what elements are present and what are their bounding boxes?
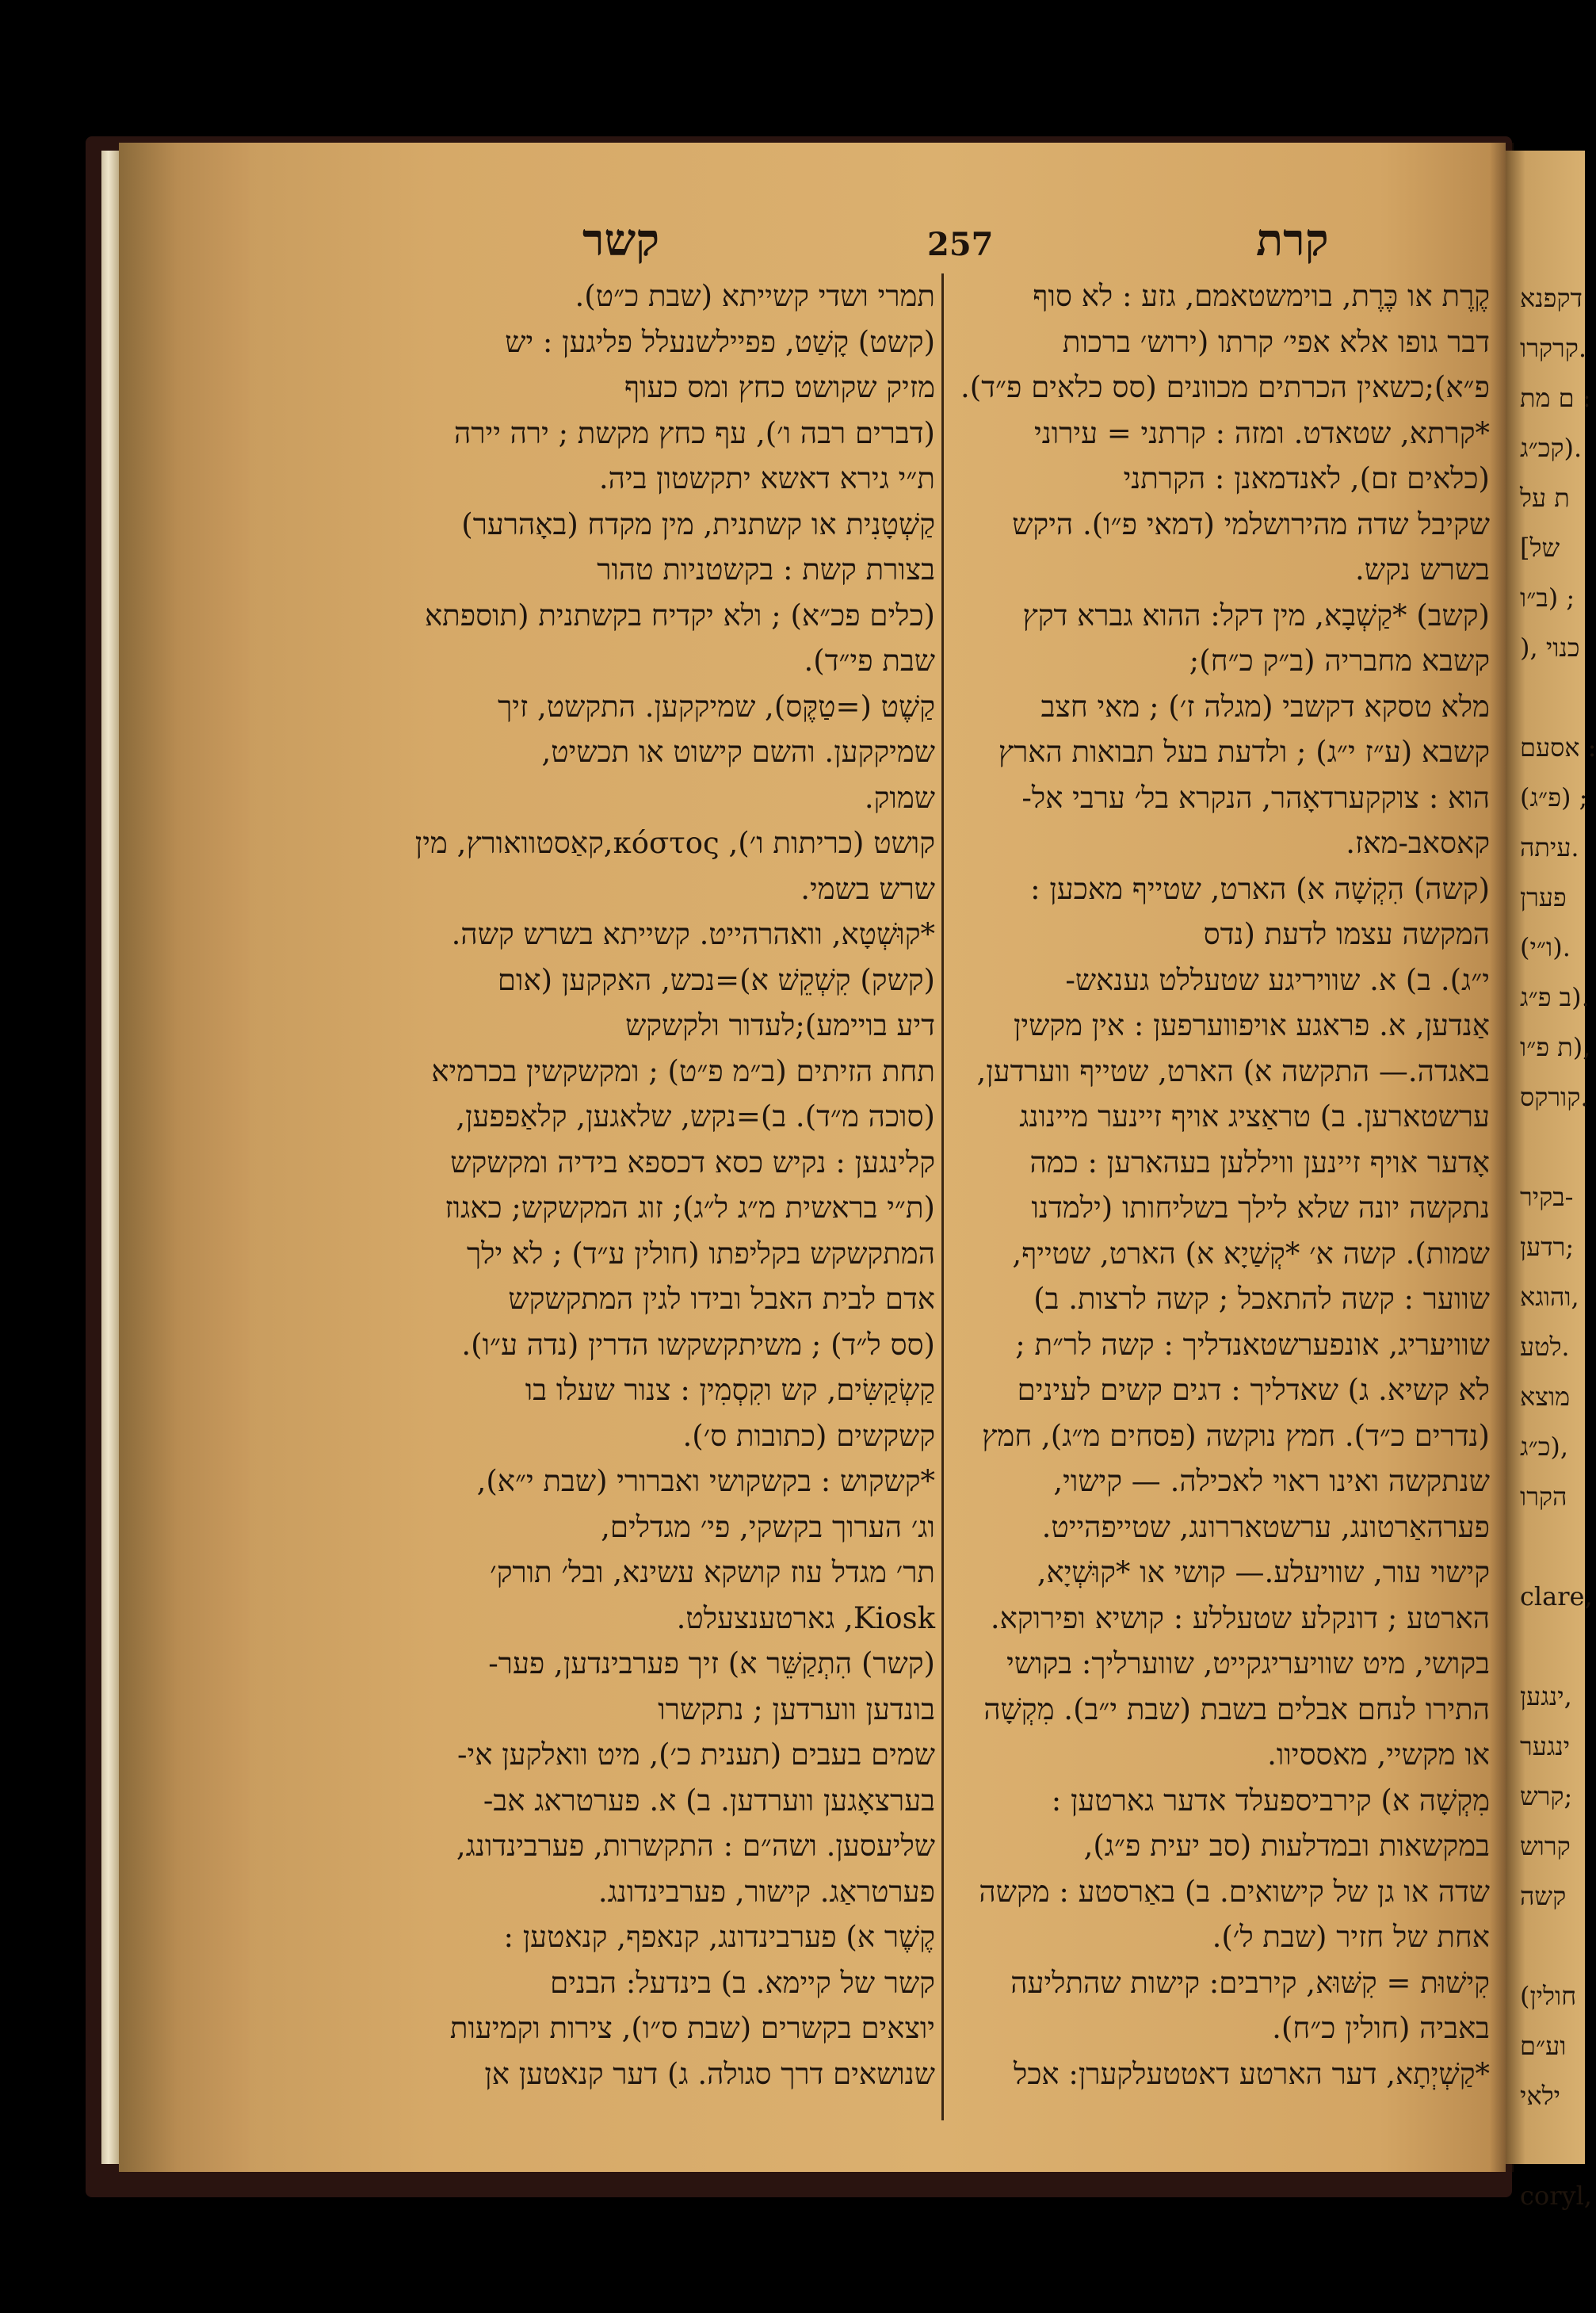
facing-text-fragment: כ״ג), [1520, 1432, 1569, 1462]
text-line: שווער : קשה להתאכל ; קשה לרצות. ב) [1033, 1282, 1490, 1316]
text-line: קלינגען : נקיש כסא דכספא בידיה ומקשקש [450, 1145, 935, 1179]
facing-text-fragment: מוצא [1520, 1382, 1571, 1412]
page-gutter [119, 143, 250, 2172]
text-line: שליעסען. ושה״ם : התקשרות, פערבינדונג, [456, 1829, 935, 1863]
facing-text-fragment: ילאי [1520, 2081, 1560, 2111]
text-line: קאסאב-מאז. [1346, 826, 1490, 860]
text-line: באגדה.— התקשה א) הארט, שטייף ווערדען, [976, 1053, 1490, 1088]
text-line: אַנדען, א. פראגע אויפווערפען : אין מקשין [1013, 1008, 1490, 1042]
facing-text-fragment: קורקס. [1520, 1082, 1589, 1112]
facing-text-fragment: ), כנוי [1520, 633, 1580, 663]
facing-text-fragment: ינגער [1520, 1731, 1571, 1761]
text-line: (קשק) קִשְׁקֵשׁ א)=נכש, האקקען (אום [497, 962, 935, 997]
text-line: *קרתא, שטאדט. ומזה : קרתני = עירוני [1034, 415, 1490, 450]
text-line: תחת הזיתים (ב״מ פ״ט) ; ומקשקשין בכרמיא [431, 1053, 935, 1088]
text-line: בערצאָגען ווערדען. ב) א. פערטראג אב- [483, 1783, 935, 1818]
facing-text-fragment: קשה [1520, 1881, 1567, 1911]
text-line: פ״א);כשאין הכרתים מכוונים (סס כלאים פ״ד). [960, 370, 1490, 404]
text-line: קִישׁוּת = קִשּׁוּא, קירבים: קישות שהתליעה [1010, 1965, 1490, 2000]
text-line: (דברים רבה ו׳), עף כחץ מקשת ; ירה יירה [454, 415, 935, 450]
facing-text-fragment: עיתה. [1520, 832, 1579, 862]
facing-text-fragment: וע״ם [1520, 2031, 1567, 2061]
text-line: התירו לנחם אבלים בשבת (שבת י״ב). מִקְשָׁה [983, 1692, 1490, 1726]
text-line: קַשְׂקַשִּׂים, קש וקִסְמִין : צנור שעלו בו [525, 1373, 935, 1407]
text-line: קַשְׁטָנִית או קשתנית, מין מקדח (באָהרער) [461, 507, 935, 541]
facing-text-fragment: (חולין [1520, 1981, 1577, 2011]
text-line: שנתקשה ואינו ראוי לאכילה. — קישוי, [1053, 1464, 1490, 1498]
text-line: המקשה עצמו לדעת (נדס [1203, 917, 1490, 951]
text-line: דבר גופו אלא אפי׳ קרתו (ירוש׳ ברכות [1062, 324, 1490, 359]
text-line: (קשה) הִקְשָׁה א) הארט, שטייף מאכען : [1030, 871, 1490, 906]
facing-text-fragment [1520, 673, 1585, 723]
right-column [951, 273, 1490, 2160]
facing-text-fragment: coryl, [1520, 2181, 1592, 2211]
facing-text-fragment: ם מת : [1520, 383, 1591, 413]
text-line: (ת״י בראשית מ״ג ל״ג); זוג המקשקש; כאגוז [445, 1191, 935, 1225]
facing-text-fragment [1520, 1921, 1585, 1971]
text-line: (כלים פכ״א) ; ולא יקדיח בקשתנית (תוספתא [424, 598, 935, 633]
text-line: (נדרים כ״ד). חמץ נוקשה (פסחים מ״ג), חמץ [982, 1418, 1490, 1453]
text-line: קֶשֶׁר א) פערבינדונג, קנאפף, קנאטען : [503, 1920, 935, 1954]
text-line: הוא : צוקקערדאָהר, הנקרא בל׳ ערבי אל- [1021, 780, 1490, 815]
facing-text-fragment: ת פ״ו), [1520, 1032, 1591, 1062]
left-column [400, 273, 935, 2160]
text-line: שנושאים דרך סגולה. ג) דער קנאטען אן [484, 2056, 935, 2091]
text-line: שמים בעבים (תענית כ׳), מיט וואלקען אי- [457, 1738, 935, 1772]
facing-text-fragment: והוגא, [1520, 1282, 1579, 1312]
text-line: נתקשה יונה שלא לילך בשליחותו (ילמדנו [1031, 1191, 1490, 1225]
text-line: מִקְשָׁה א) קירביספעלד אדער גארטען : [1051, 1783, 1490, 1818]
page-number: 257 [927, 226, 994, 263]
text-line: שקיבל שדה מהירושלמי (דמאי פ״ו). היקש [1012, 507, 1490, 541]
text-line: (קשט) קָשַׁט, פפיילשנעלל פליגען : יש [505, 324, 935, 359]
text-line: ת״י גירא דאשא יתקשטון ביה. [598, 461, 935, 495]
text-line: הארטע ; דונקלע שטעללע : קושיא ופירוקא. [990, 1600, 1490, 1635]
text-line: שוויעריג, אונפערשטאנדליך : קשה לר״ת ; [1015, 1327, 1490, 1362]
text-line: וג׳ הערוך בקשקי, פי׳ מגדלים, [601, 1509, 935, 1544]
text-line: בקושי, מיט שוויעריגקייט, שווערליך: בקושי [1006, 1646, 1490, 1680]
text-line: דיע בויימע);לעדור ולקשקש [625, 1008, 935, 1042]
text-line: לא קשיא. ג) שאדליך : דגים קשים לעינים [1017, 1373, 1490, 1407]
text-line: שבת פי״ד). [804, 644, 935, 678]
text-line: אָדער אויף זיינען וויללען בעהארען : כמה [1029, 1145, 1490, 1179]
facing-text-fragment: (פ״ג) ; [1520, 782, 1588, 812]
facing-text-fragment: (ו״י). [1520, 932, 1571, 962]
text-line: שדה או גן של קישואים. ב) באַרסטע : מקשה [979, 1874, 1490, 1909]
facing-text-fragment: קרוש [1520, 1831, 1571, 1861]
text-line: (סוכה מ״ד). ב)=נקש, שלאגען, קלאַפפען, [456, 1099, 935, 1134]
text-line: Kiosk, גארטענצעלט. [676, 1600, 935, 1635]
facing-text-fragment: רדען; [1520, 1232, 1575, 1262]
text-line: באביה (חולין כ״ח). [1272, 2011, 1490, 2045]
text-line: *קשקוש : בקשקושי ואברורי (שבת י״א), [476, 1464, 935, 1498]
facing-page-text [1520, 273, 1596, 2211]
text-line: תמרי ושדי קשייתא (שבת כ״ט). [575, 279, 935, 313]
text-line: (סס ל״ד) ; משיתקשקשו הדרין (נדה ע״ו). [461, 1327, 935, 1362]
text-line: קשר של קיימא. ב) בינדעל: הבנים [550, 1965, 935, 2000]
facing-text-fragment [1520, 1522, 1585, 1572]
text-line: *קַשְׁיְתָא, דער הארטע דאטטעלקערן: אכל [1014, 2056, 1490, 2091]
text-line: פערהאַרטונג, ערשטאררונג, שטייפהייט. [1041, 1509, 1490, 1544]
text-line: שרש בשמי. [800, 871, 935, 906]
text-line: קישוי עור, שוויעלע.— קושי או *קוּשְׁיָא, [1037, 1555, 1490, 1589]
facing-text-fragment: בקיר- [1520, 1182, 1574, 1212]
text-line: שמות). קשה א׳ *קְשַׁיָא א) הארט, שטייף, [1012, 1236, 1490, 1271]
column-divider [941, 273, 944, 2120]
text-line: מלא טסקא דקשבי (מגלה ז׳) ; מאי חצב [1040, 689, 1490, 724]
text-line: במקשאות ובמדלעות (סב יעית פ״ג), [1083, 1829, 1490, 1863]
text-line: (קשר) הִתְקַשֵּׁר א) זיך פערבינדען, פער- [488, 1646, 935, 1680]
text-line: יוצאים בקשרים (שבת ס״ו), צירות וקמיעות [449, 2011, 935, 2045]
facing-text-fragment: פערן [1520, 882, 1567, 912]
text-line: בצורת קשת : בקשטניות טהור [597, 552, 935, 587]
text-line: בשרש נקש. [1355, 552, 1490, 587]
text-line: קושט (כריתות ו׳), κόστος,קאַסטוואורץ, מין [414, 826, 935, 860]
text-line: *קוּשְׁטָא, וואהרהייט. קשייתא בשרש קשה. [451, 917, 935, 951]
text-line: שמוק. [864, 780, 935, 815]
facing-text-fragment: ב פ״ג). [1520, 982, 1590, 1012]
text-line: שמיקקען. והשם קישוט או תכשיט, [541, 735, 935, 769]
text-line: קַשֶׁט (=טַקֶּס), שמיקקען. התקשט, זיך [498, 689, 935, 724]
text-line: מזיק שקושט כחץ ומס כעוף [624, 370, 935, 404]
text-line: (קשב) *קַשְׁבָא, מין דקל: ההוא גברא דקץ [1022, 598, 1490, 633]
page-edge-stack [101, 151, 119, 2164]
facing-text-fragment: קרקרו. [1520, 333, 1587, 363]
facing-text-fragment: [של [1520, 533, 1560, 563]
text-line: פערטראַג. קישור, פערבינדונג. [598, 1874, 935, 1909]
text-line: י״ג). ב) א. שוויריגע שטעללט גענאש- [1065, 962, 1490, 997]
facing-text-fragment: ינגען, [1520, 1681, 1572, 1711]
facing-text-fragment: קרש; [1520, 1781, 1573, 1811]
facing-text-fragment: clare, [1520, 1581, 1593, 1611]
text-line: קשקשים (כתובות ס׳). [682, 1418, 935, 1453]
header-left-word: קשר [582, 214, 660, 266]
text-line: בונדען ווערדען ; נתקשרו [658, 1692, 935, 1726]
text-line: אדם לבית האבל ובידו לגין המתקשקש [508, 1282, 935, 1316]
text-line: המתקשקש בקליפתו (חולין ע״ד) ; לא ילך [466, 1236, 935, 1271]
text-line: קשבא מחבריה (ב״ק כ״ח); [1189, 644, 1490, 678]
facing-text-fragment: קכ״ג). [1520, 433, 1583, 463]
facing-text-fragment: לטע. [1520, 1332, 1570, 1362]
text-line: (כלאים זם), לאנדמאנן : הקרתני [1123, 461, 1490, 495]
text-line: קשבא (ע״ז י״ג) ; ולדעת בעל תבואות הארץ [998, 735, 1490, 769]
text-line: או מקשיי, מאססיוו. [1267, 1738, 1490, 1772]
text-line: ערשטארען. ב) טראַציג אויף זיינער מיינונג [1019, 1099, 1490, 1134]
facing-text-fragment [1520, 2121, 1585, 2171]
facing-text-fragment: ת על [1520, 483, 1570, 513]
text-line: קֶרֶת או כֶּרֶת, בוימשטאמם, גזע : לא סוף [1033, 279, 1490, 313]
facing-text-fragment: ב״ו) ; [1520, 583, 1575, 613]
text-line: אחת של חזיר (שבת ל׳). [1212, 1920, 1490, 1954]
header-right-word: קרת [1256, 214, 1329, 266]
facing-text-fragment: הקרו [1520, 1481, 1567, 1512]
text-line: תר׳ מגדל עוז קושקא עשינא, ובל׳ תורק׳ [490, 1555, 935, 1589]
facing-text-fragment: אסעם : [1520, 732, 1596, 763]
facing-text-fragment: דקפנא [1520, 283, 1583, 313]
facing-text-fragment [1520, 1122, 1585, 1172]
facing-text-fragment [1520, 1622, 1585, 1672]
